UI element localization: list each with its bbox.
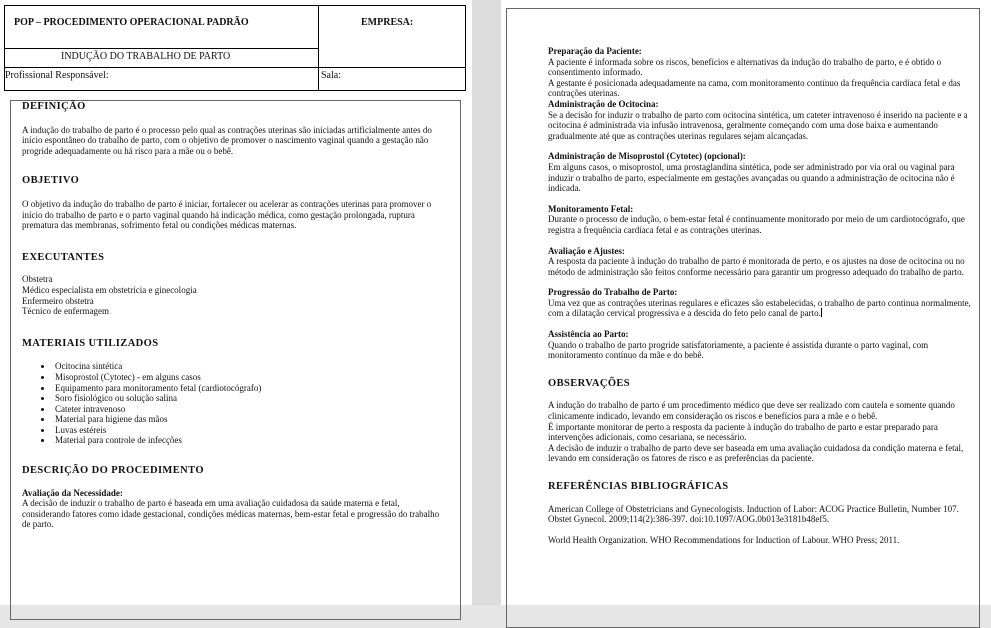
definicao-text: A indução do trabalho de parto é o processo pelo qual as contrações uterinas são iniciadas artificialmente antes do início espontâneo do trabalho de parto, com o objetivo de promover o nascimento vaginal quando a gestação não progride adequadamente ou há risco para a mãe ou o bebê. — [22, 124, 432, 156]
section-heading-descricao: DESCRIÇÃO DO PROCEDIMENTO — [22, 465, 204, 477]
text-cursor — [821, 308, 822, 317]
company-label: EMPRESA: — [361, 17, 414, 28]
preparacao-text: A gestante é posicionada adequadamente na cama, com monitoramento contínuo da frequência cardíaca fetal e das contrações uterinas. — [548, 77, 961, 99]
assistencia-subheading: Assistência ao Parto: — [548, 329, 629, 340]
section-heading-definicao: DEFINIÇÃO — [22, 101, 86, 112]
table-divider — [5, 67, 465, 68]
responsible-professional-label: Profissional Responsável: — [5, 70, 109, 81]
preparacao-text: A paciente é informada sobre os riscos, benefícios e alternativas da indução do trabalho de parto, e é obtido o consentimento informado. — [548, 56, 942, 78]
observacoes-text: A decisão de induzir o trabalho de parto deve ser baseada em uma avaliação cuidadosa da condição materna e fetal, levando em consideração os fatores de risco e as preferências da paciente. — [548, 442, 964, 464]
ocitocina-subheading: Administração de Ocitocina: — [548, 98, 659, 109]
avaliacao-subheading: Avaliação da Necessidade: — [22, 487, 123, 498]
table-divider — [318, 6, 319, 90]
progressao-text-body: Uma vez que as contrações uterinas regulares e eficazes são estabelecidas, o trabalho de parto continua normalmente, com a dilatação cervical progressiva e a descida do feto pelo canal de parto. — [548, 297, 971, 319]
preparacao-subheading: Preparação da Paciente: — [548, 46, 642, 56]
observacoes-text: A indução do trabalho de parto é um procedimento médico que deve ser realizado com cautela e somente quando clinicamente indicado, levando em consideração os riscos e benefícios para a mãe e o bebê. — [548, 400, 955, 422]
avaliacao-ajustes-subheading: Avaliação e Ajustes: — [548, 245, 625, 256]
procedure-title: INDUÇÃO DO TRABALHO DE PARTO — [61, 51, 231, 62]
list-item: • Soro fisiológico ou solução salina — [53, 393, 442, 404]
room-label: Sala: — [321, 70, 341, 81]
document-title: POP – PROCEDIMENTO OPERACIONAL PADRÃO — [14, 17, 249, 28]
page-gutter — [472, 0, 501, 605]
reference-item: World Health Organization. WHO Recommendations for Induction of Labour. WHO Press; 2011. — [548, 534, 900, 545]
executante-item: Médico especialista em obstetrícia e ginecologia — [22, 284, 197, 295]
list-item: • Material para higiene das mãos — [53, 414, 442, 425]
section-heading-referencias: REFERÊNCIAS BIBLIOGRÁFICAS — [548, 481, 729, 492]
list-item: • Luvas estéreis — [53, 425, 442, 436]
section-heading-executantes: EXECUTANTES — [22, 251, 105, 263]
list-item: • Material para controle de infecções — [53, 435, 442, 446]
section-heading-observacoes: OBSERVAÇÕES — [548, 377, 631, 389]
materiais-list — [22, 361, 442, 446]
progressao-text — [548, 298, 974, 319]
list-item: • Ocitocina sintética — [53, 361, 442, 372]
observacoes-text: É importante monitorar de perto a resposta da paciente à indução do trabalho de parto e estar preparado para intervenções adicionais, como cesariana, se necessário. — [548, 421, 938, 443]
executante-item: Técnico de enfermagem — [22, 306, 109, 317]
progressao-subheading: Progressão do Trabalho de Parto: — [548, 287, 678, 298]
list-item: • Equipamento para monitoramento fetal (cardiotocógrafo) — [53, 383, 442, 394]
page-2-content — [548, 46, 974, 545]
misoprostol-text: Em alguns casos, o misoprostol, uma prostaglandina sintética, pode ser administrado por via oral ou vaginal para induzir o trabalho de parto, especialmente em gestações avançadas ou quando a administração de ocitocina não é indicada. — [548, 161, 955, 194]
avaliacao-ajustes-text: A resposta da paciente à indução do trabalho de parto é monitorada de perto, e os ajustes na dose de ocitocina ou no método de administração são feitos conforme necessário para garantir um progresso adequado do trabalho de parto. — [548, 256, 965, 277]
avaliacao-text: A decisão de induzir o trabalho de parto é baseada em uma avaliação cuidadosa da saúde materna e fetal, considerando fatores como idade gestacional, condições médicas maternas, bem-estar fetal e progressão do trabalho de parto. — [22, 498, 440, 530]
monitoramento-subheading: Monitoramento Fetal: — [548, 203, 634, 214]
header-table — [4, 5, 466, 91]
section-heading-objetivo: OBJETIVO — [22, 175, 80, 187]
section-heading-materiais: MATERIAIS UTILIZADOS — [22, 337, 159, 349]
list-item: • Cateter intravenoso — [53, 404, 442, 415]
table-divider — [5, 48, 318, 49]
misoprostol-subheading: Administração de Misoprostol (Cytotec) (opcional): — [548, 151, 746, 162]
reference-item: American College of Obstetricians and Gynecologists. Induction of Labor: ACOG Practice Bulletin, Number 107. Obstet Gynecol. 2009;114(2):386-397. doi:10.1097/AOG.0b013e3181b48ef5. — [548, 503, 959, 525]
page-1-content — [22, 102, 442, 530]
monitoramento-text: Durante o processo de indução, o bem-estar fetal é continuamente monitorado por meio de um cardiotocógrafo, que registra a frequência cardíaca fetal e as contrações uterinas. — [548, 214, 965, 235]
list-item: • Misoprostol (Cytotec) - em alguns casos — [53, 372, 442, 383]
objetivo-text: O objetivo da indução do trabalho de parto é iniciar, fortalecer ou acelerar as contrações uterinas para promover o início do trabalho de parto e o parto vaginal quando há indicação médica, como gestação prolongada, ruptura prematura das membranas, sofrimento fetal ou condições médicas maternas. — [22, 198, 432, 231]
executante-item: Enfermeiro obstetra — [22, 295, 94, 306]
ocitocina-text: Se a decisão for induzir o trabalho de parto com ocitocina sintética, um cateter intravenoso é inserido na paciente e a ocitocina é administrada via infusão intravenosa, geralmente começando com uma dose baixa e aumentando gradualmente até que as contrações uterinas regulares sejam alcançadas. — [548, 109, 968, 141]
assistencia-text: Quando o trabalho de parto progride satisfatoriamente, a paciente é assistida durante o parto vaginal, com monitoramento contínuo da mãe e do bebê. — [548, 339, 929, 361]
executante-item: Obstetra — [22, 274, 53, 285]
